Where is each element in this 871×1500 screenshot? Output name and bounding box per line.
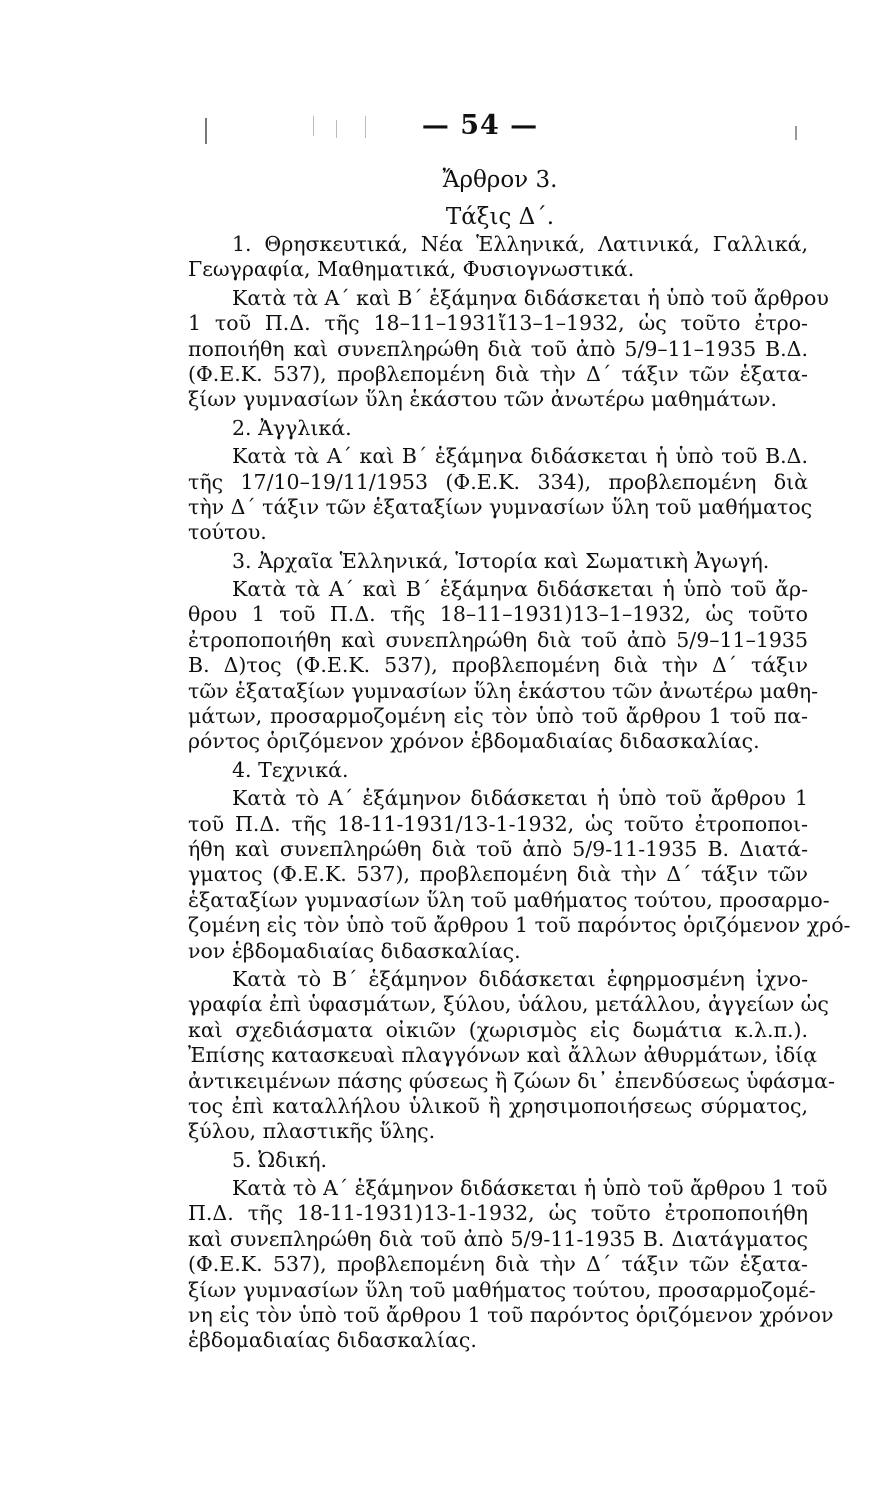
text-line: Κατὰ τὰ Α΄ καὶ Β΄ ἑξάμηνα διδάσκεται ἡ ὑπὸ τοῦ ἄρθρου <box>232 285 829 310</box>
text-line: Γεωγραφία, Μαθηματικά, Φυσιογνωστικά. <box>188 257 635 282</box>
text-line: Ἐπίσης κατασκευαὶ πλαγγόνων καὶ ἄλλων ἀθυρμάτων, ἰδίᾳ <box>188 1043 818 1068</box>
text-line: γραφία ἐπὶ ὑφασμάτων, ξύλου, ὑάλου, μετάλλου, ἀγγείων ὡς <box>188 992 829 1017</box>
text-line: ἀντικειμένων πάσης φύσεως ἢ ζώων δι᾽ ἐπενδύσεως ὑφάσμα- <box>188 1068 835 1093</box>
paragraph <box>188 758 808 783</box>
text-line: 1 τοῦ Π.Δ. τῆς 18–11–1931ἴ13–1–1932, ὡς τοῦτο ἐτρο- <box>188 311 808 336</box>
text-line: νη εἰς τὸν ὑπὸ τοῦ ἄρθρου 1 τοῦ παρόντος ὁριζόμενον χρόνον <box>188 1303 834 1328</box>
text-line: τοῦ Π.Δ. τῆς 18-11-1931/13-1-1932, ὡς τοῦτο ἐτροποποι- <box>188 811 808 836</box>
text-line: (Φ.Ε.Κ. 537), προβλεπομένη διὰ τὴν Δ΄ τάξιν τῶν ἑξατα- <box>188 1252 808 1277</box>
text-line: ἑξαταξίων γυμνασίων ὕλη τοῦ μαθήματος τούτου, προσαρμο- <box>188 887 830 912</box>
text-line: ποποιήθη καὶ συνεπληρώθη διὰ τοῦ ἀπὸ 5/9–11–1935 Β.Δ. <box>188 336 808 361</box>
text-line: καὶ συνεπληρώθη διὰ τοῦ ἀπὸ 5/9-11-1935 Β. Διατάγματος <box>188 1226 808 1251</box>
text-line: μάτων, προσαρμοζομένη εἰς τὸν ὑπὸ τοῦ ἄρθρου 1 τοῦ πα- <box>188 704 808 729</box>
text-line: Κατὰ τὸ Β΄ ἑξάμηνον διδάσκεται ἐφηρμοσμένη ἰχνο- <box>232 966 808 991</box>
text-line: Κατὰ τὸ Α΄ ἑξάμηνον διδάσκεται ἡ ὑπὸ τοῦ ἄρθρου 1 <box>232 786 808 811</box>
paragraph <box>188 577 819 755</box>
text-line: 4. Τεχνικά. <box>232 757 349 782</box>
text-line: τος ἐπὶ καταλλήλου ὑλικοῦ ἢ χρησιμοποιήσεως σύρματος, <box>188 1093 808 1118</box>
text-line: νον ἑβδομαδιαίας διδασκαλίας. <box>188 938 521 963</box>
text-line: ἐτροποποιήθη καὶ συνεπληρώθη διὰ τοῦ ἀπὸ 5/9–11–1935 <box>188 627 808 652</box>
text-line: (Φ.Ε.Κ. 537), προβλεπομένη διὰ τὴν Δ΄ τάξιν τῶν ἑξατα- <box>188 361 808 386</box>
paragraph <box>188 232 808 283</box>
article-title: Ἄρθρον 3. <box>442 167 558 193</box>
text-line: καὶ σχεδιάσματα οἰκιῶν (χωρισμὸς εἰς δωμάτια κ.λ.π.). <box>188 1017 808 1042</box>
text-line: ζομένη εἰς τὸν ὑπὸ τοῦ ἄρθρου 1 τοῦ παρόντος ὁριζόμενον χρό- <box>188 913 851 938</box>
text-line: Κατὰ τὰ Α΄ καὶ Β΄ ἑξάμηνα διδάσκεται ἡ ὑπὸ τοῦ Β.Δ. <box>232 444 808 469</box>
paragraph <box>188 786 851 964</box>
text-line: 2. Ἀγγλικά. <box>232 415 352 440</box>
text-line: τῆς 17/10–19/11/1953 (Φ.Ε.Κ. 334), προβλεπομένη διὰ <box>188 469 808 494</box>
text-line: γματος (Φ.Ε.Κ. 537), προβλεπομένη διὰ τὴν Δ΄ τάξιν τῶν <box>188 862 808 887</box>
text-line: ξίων γυμνασίων ὕλη τοῦ μαθήματος τούτου, προσαρμοζομέ- <box>188 1277 816 1302</box>
text-line: θρου 1 τοῦ Π.Δ. τῆς 18–11–1931)13–1–1932, ὡς τοῦτο <box>188 602 808 627</box>
text-line: 1. Θρησκευτικά, Νέα Ἑλληνικά, Λατινικά, Γαλλικά, <box>232 232 808 256</box>
text-line: ήθη καὶ συνεπληρώθη διὰ τοῦ ἀπὸ 5/9-11-1935 Β. Διατά- <box>188 836 808 861</box>
text-line: τὴν Δ΄ τάξιν τῶν ἑξαταξίων γυμνασίων ὕλη τοῦ μαθήματος <box>188 494 813 519</box>
text-line: τούτου. <box>188 520 267 545</box>
text-line: τῶν ἑξαταξίων γυμνασίων ὕλη ἑκάστου τῶν ἀνωτέρω μαθη- <box>188 678 819 703</box>
paragraph <box>188 416 808 441</box>
text-line: ξύλου, πλαστικῆς ὕλης. <box>188 1119 436 1144</box>
body-text <box>188 232 851 1357</box>
paragraph <box>188 1148 808 1173</box>
paragraph <box>188 444 813 546</box>
text-line: Κατὰ τὸ Α΄ ἑξάμηνον διδάσκεται ἡ ὑπὸ τοῦ ἄρθρου 1 τοῦ <box>232 1176 828 1201</box>
text-line: Β. Δ)τος (Φ.Ε.Κ. 537), προβλεπομένη διὰ τὴν Δ΄ τάξιν <box>188 653 808 678</box>
text-line: Κατὰ τὰ Α΄ καὶ Β΄ ἑξάμηνα διδάσκεται ἡ ὑπὸ τοῦ ἄρ- <box>232 577 808 602</box>
class-title: Τάξις Δ΄. <box>445 204 555 230</box>
paragraph <box>188 966 835 1145</box>
paragraph <box>188 549 808 574</box>
text-line: 5. Ὠδική. <box>232 1147 328 1172</box>
paragraph <box>188 285 829 413</box>
text-line: Π.Δ. τῆς 18-11-1931)13-1-1932, ὡς τοῦτο ἐτροποποιήθη <box>188 1201 808 1226</box>
text-line: ξίων γυμνασίων ὕλη ἑκάστου τῶν ἀνωτέρω μαθημάτων. <box>188 387 777 412</box>
text-line: 3. Ἀρχαῖα Ἑλληνικά, Ἱστορία καὶ Σωματικὴ Ἀγωγή. <box>232 548 770 573</box>
text-line: ἑβδομαδιαίας διδασκαλίας. <box>188 1328 477 1353</box>
paragraph <box>188 1176 834 1354</box>
text-line: ρόντος ὁριζόμενον χρόνον ἑβδομαδιαίας διδασκαλίας. <box>188 729 760 754</box>
page-number: — 54 — <box>421 110 539 141</box>
